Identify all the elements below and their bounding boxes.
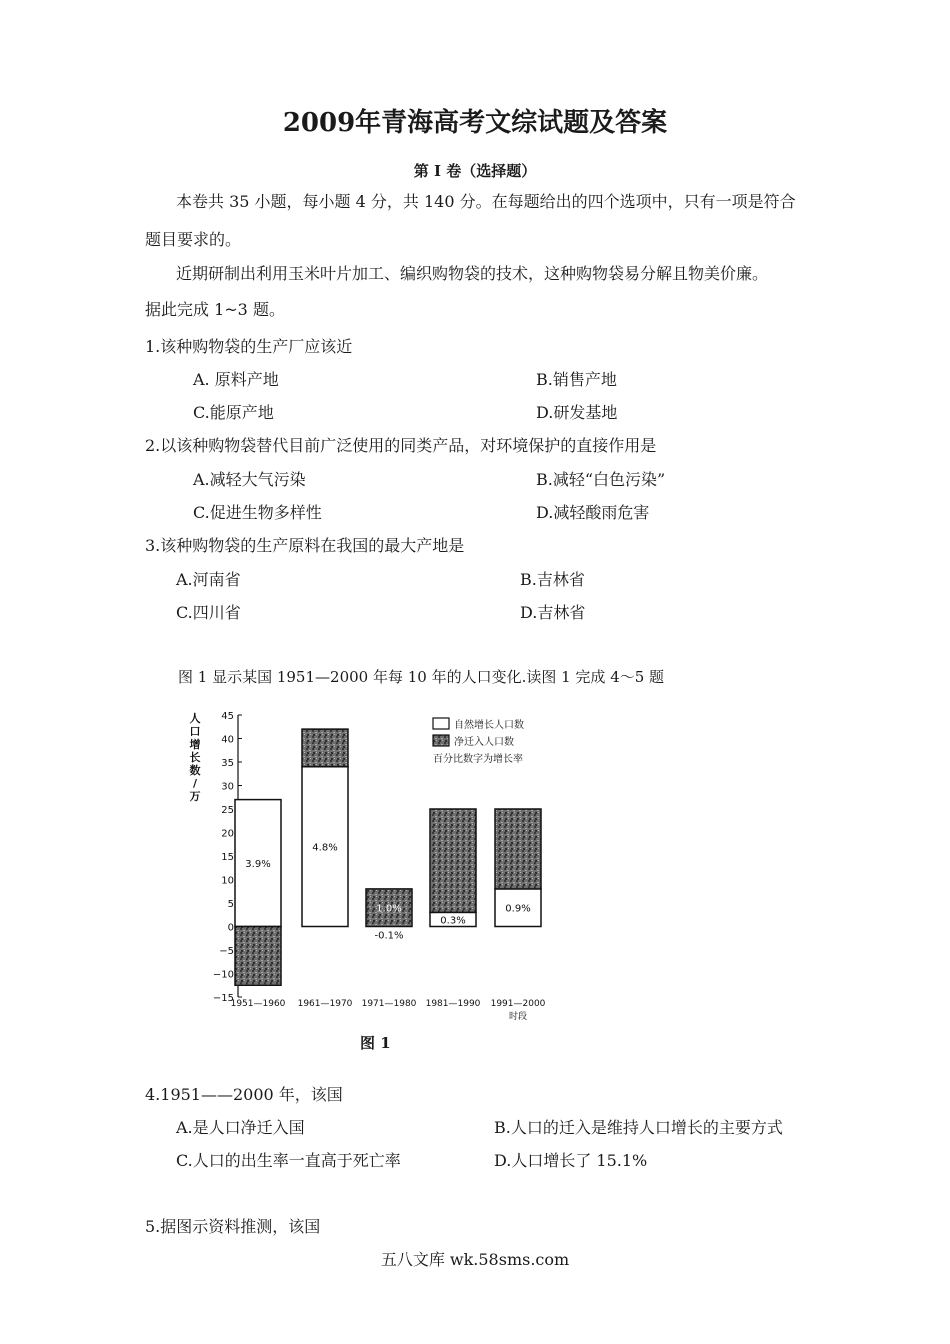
intro-text-cont: 题目要求的。 (145, 230, 242, 249)
y-tick-label: 45 (221, 711, 234, 722)
growth-rate-label: 0.3% (440, 915, 466, 927)
question-4-option-d: D.人口增长了 15.1% (494, 1151, 648, 1170)
legend-swatch-migration (433, 735, 449, 746)
legend-swatch-natural (433, 718, 449, 729)
intro-text: 本卷共 35 小题，每小题 4 分，共 140 分。在每题给出的四个选项中，只有一项是符合 (176, 192, 796, 211)
y-tick-label: 20 (221, 828, 234, 840)
question-1-option-a: A. 原料产地 (193, 370, 279, 389)
y-tick-label: 5 (227, 899, 234, 910)
net-migration-bar (235, 927, 281, 986)
section-heading: 第 I 卷（选择题） (413, 162, 537, 180)
y-axis-label-char: 数 (189, 764, 201, 777)
question-3-option-c: C.四川省 (176, 603, 241, 622)
y-tick-label: 0 (227, 922, 234, 934)
x-tick-label: 1971—1980 (361, 999, 417, 1009)
y-tick-label: −15 (212, 993, 234, 1004)
question-4-option-b: B.人口的迁入是维持人口增长的主要方式 (494, 1118, 783, 1137)
y-tick-label: 15 (221, 852, 234, 863)
x-tick-label: 1961—1970 (297, 999, 353, 1009)
x-axis-label: 时段 (508, 1012, 528, 1022)
context-text: 近期研制出利用玉米叶片加工、编织购物袋的技术，这种购物袋易分解且物美价廉。 (176, 264, 769, 283)
growth-rate-label: 4.8% (312, 842, 338, 854)
question-2-option-c: C.促进生物多样性 (193, 503, 322, 522)
question-3-option-b: B.吉林省 (520, 570, 585, 589)
net-migration-bar (495, 809, 541, 889)
question-1-stem: 1.该种购物袋的生产厂应该近 (145, 337, 353, 356)
question-4-option-a: A.是人口净迁入国 (176, 1118, 305, 1137)
question-2-option-a: A.减轻大气污染 (193, 470, 306, 489)
figure-label: 图 1 (360, 1034, 391, 1052)
x-tick-label: 1991—2000 (490, 999, 546, 1009)
y-axis-label-char: 万 (189, 790, 201, 803)
migration-rate-label: 1.0% (376, 903, 402, 915)
question-5-stem: 5.据图示资料推测，该国 (145, 1217, 321, 1236)
x-tick-label: 1981—1990 (425, 999, 481, 1009)
x-tick-label: 1951—1960 (230, 999, 286, 1009)
question-1-option-b: B.销售产地 (536, 370, 617, 389)
net-migration-bar (430, 809, 476, 912)
legend-label-migration: 净迁入人口数 (454, 737, 514, 748)
growth-rate-label: 3.9% (245, 859, 271, 871)
question-4-option-c: C.人口的出生率一直高于死亡率 (176, 1151, 401, 1170)
document-title: 2009年青海高考文综试题及答案 (282, 108, 668, 138)
footer-watermark: 五八文库 wk.58sms.com (380, 1250, 570, 1269)
figure-caption: 图 1 显示某国 1951—2000 年每 10 年的人口变化.读图 1 完成 4～5 题 (178, 668, 665, 686)
legend-label-natural: 自然增长人口数 (454, 720, 524, 731)
growth-rate-label: -0.1% (374, 930, 404, 942)
net-migration-bar (302, 729, 348, 767)
context-text-cont: 据此完成 1~3 题。 (145, 300, 285, 319)
question-2-stem: 2.以该种购物袋替代目前广泛使用的同类产品，对环境保护的直接作用是 (145, 436, 657, 455)
question-3-option-d: D.吉林省 (520, 603, 586, 622)
y-axis-label-char: 增 (189, 738, 201, 751)
y-tick-label: 35 (221, 758, 234, 769)
y-tick-label: 30 (221, 781, 234, 793)
question-3-stem: 3.该种购物袋的生产原料在我国的最大产地是 (145, 536, 465, 555)
question-4-stem: 4.1951——2000 年，该国 (145, 1085, 343, 1104)
question-1-option-d: D.研发基地 (536, 403, 618, 422)
y-axis-label-char: / (192, 777, 198, 790)
y-tick-label: 10 (221, 875, 234, 887)
question-2-option-d: D.减轻酸雨危害 (536, 503, 650, 522)
y-axis-label-char: 长 (189, 751, 201, 764)
question-1-option-c: C.能原产地 (193, 403, 274, 422)
population-chart (180, 700, 580, 1060)
question-3-option-a: A.河南省 (176, 570, 241, 589)
growth-rate-label: 0.9% (505, 903, 531, 915)
question-2-option-b: B.减轻“白色污染” (536, 470, 666, 489)
y-axis-label-char: 人 (189, 712, 201, 725)
y-tick-label: −10 (212, 969, 234, 981)
y-tick-label: 40 (221, 734, 234, 746)
y-tick-label: −5 (219, 946, 234, 957)
y-tick-label: 25 (221, 805, 234, 816)
y-axis-label-char: 口 (189, 725, 201, 738)
legend-note: 百分比数字为增长率 (433, 754, 523, 765)
